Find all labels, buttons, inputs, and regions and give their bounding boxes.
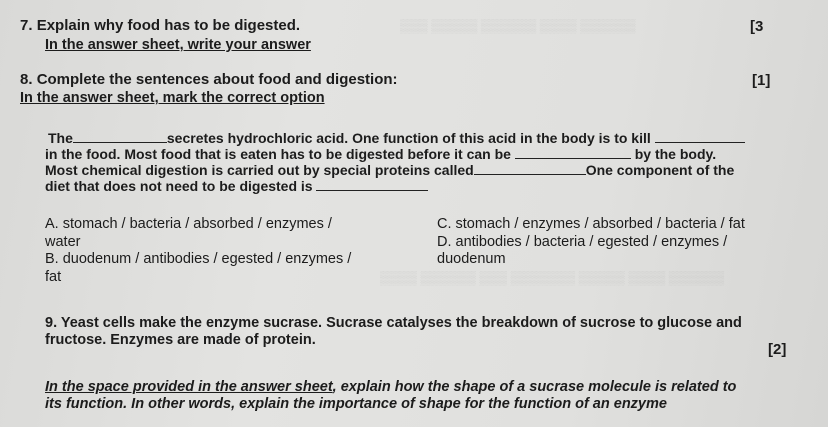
q8-sentence-text: The bbox=[48, 130, 73, 146]
option-d-continued: duodenum bbox=[437, 251, 506, 267]
q8-sentence-text: One component of the bbox=[585, 162, 735, 178]
answer-blank bbox=[474, 162, 586, 175]
option-b-continued: fat bbox=[45, 269, 62, 285]
q8-marks: [1] bbox=[752, 72, 771, 89]
q8-sentence-text: in the food. Most food that is eaten has to be digested before it can be bbox=[45, 146, 511, 162]
answer-blank bbox=[316, 178, 428, 191]
q8-sentence-text: secretes hydrochloric acid. One function of this acid in the body is to kill bbox=[166, 130, 651, 146]
option-c[interactable]: C. stomach / enzymes / absorbed / bacteria / fat bbox=[437, 216, 745, 232]
q8-sentence-text: diet that does not need to be digested is bbox=[45, 178, 313, 194]
answer-blank bbox=[73, 130, 167, 143]
q7-marks: [3 bbox=[750, 18, 764, 35]
q8-sentence-text: by the body. bbox=[634, 146, 717, 162]
q9-instruction-text: , explain how the shape of a sucrase molecule is related to bbox=[332, 379, 737, 395]
q8-sentence-line-2 bbox=[45, 146, 716, 162]
q8-sentence-text: Most chemical digestion is carried out by special proteins called bbox=[45, 162, 474, 178]
q9-question-line-2: fructose. Enzymes are made of protein. bbox=[45, 332, 316, 348]
bleed-through-texture: ▒▒▒ ▒▒▒▒▒ ▒▒▒▒▒▒ ▒▒▒▒ ▒▒▒▒▒▒ bbox=[400, 18, 636, 33]
q8-text: Complete the sentences about food and digestion: bbox=[36, 71, 398, 88]
q9-number: 9. bbox=[45, 315, 58, 331]
q9-text: Yeast cells make the enzyme sucrase. Sucrase catalyses the breakdown of sucrose to glucose and bbox=[60, 315, 742, 331]
q9-marks: [2] bbox=[768, 341, 787, 358]
q8-sentence-line-3 bbox=[45, 162, 734, 178]
q8-sentence-line-4 bbox=[45, 178, 428, 194]
q7-instruction: In the answer sheet, write your answer bbox=[45, 37, 311, 53]
q9-question-line-1 bbox=[45, 315, 742, 331]
option-a[interactable]: A. stomach / bacteria / absorbed / enzymes / bbox=[45, 216, 332, 232]
option-a-continued: water bbox=[45, 234, 81, 250]
option-d[interactable]: D. antibodies / bacteria / egested / enzymes / bbox=[437, 234, 728, 250]
option-b[interactable]: B. duodenum / antibodies / egested / enzymes / bbox=[45, 251, 352, 267]
q7-number: 7. bbox=[20, 17, 33, 34]
answer-blank bbox=[515, 146, 631, 159]
bleed-through-texture: ▒▒▒▒ ▒▒▒▒▒▒ ▒▒▒ ▒▒▒▒▒▒▒ ▒▒▒▒▒ ▒▒▒▒ ▒▒▒▒▒▒ bbox=[380, 270, 725, 285]
q9-instruction-underlined: In the space provided in the answer sheet bbox=[45, 379, 333, 395]
q7-question bbox=[20, 18, 300, 34]
q7-text: Explain why food has to be digested. bbox=[36, 17, 301, 34]
q8-question bbox=[20, 72, 398, 88]
q8-instruction: In the answer sheet, mark the correct option bbox=[20, 90, 325, 106]
q8-number: 8. bbox=[20, 71, 33, 88]
q8-sentence-line-1 bbox=[48, 130, 745, 146]
q9-instruction-line-2: its function. In other words, explain the importance of shape for the function of an enzyme bbox=[45, 396, 667, 412]
answer-blank bbox=[655, 130, 745, 143]
q9-instruction-line-1 bbox=[45, 379, 736, 395]
